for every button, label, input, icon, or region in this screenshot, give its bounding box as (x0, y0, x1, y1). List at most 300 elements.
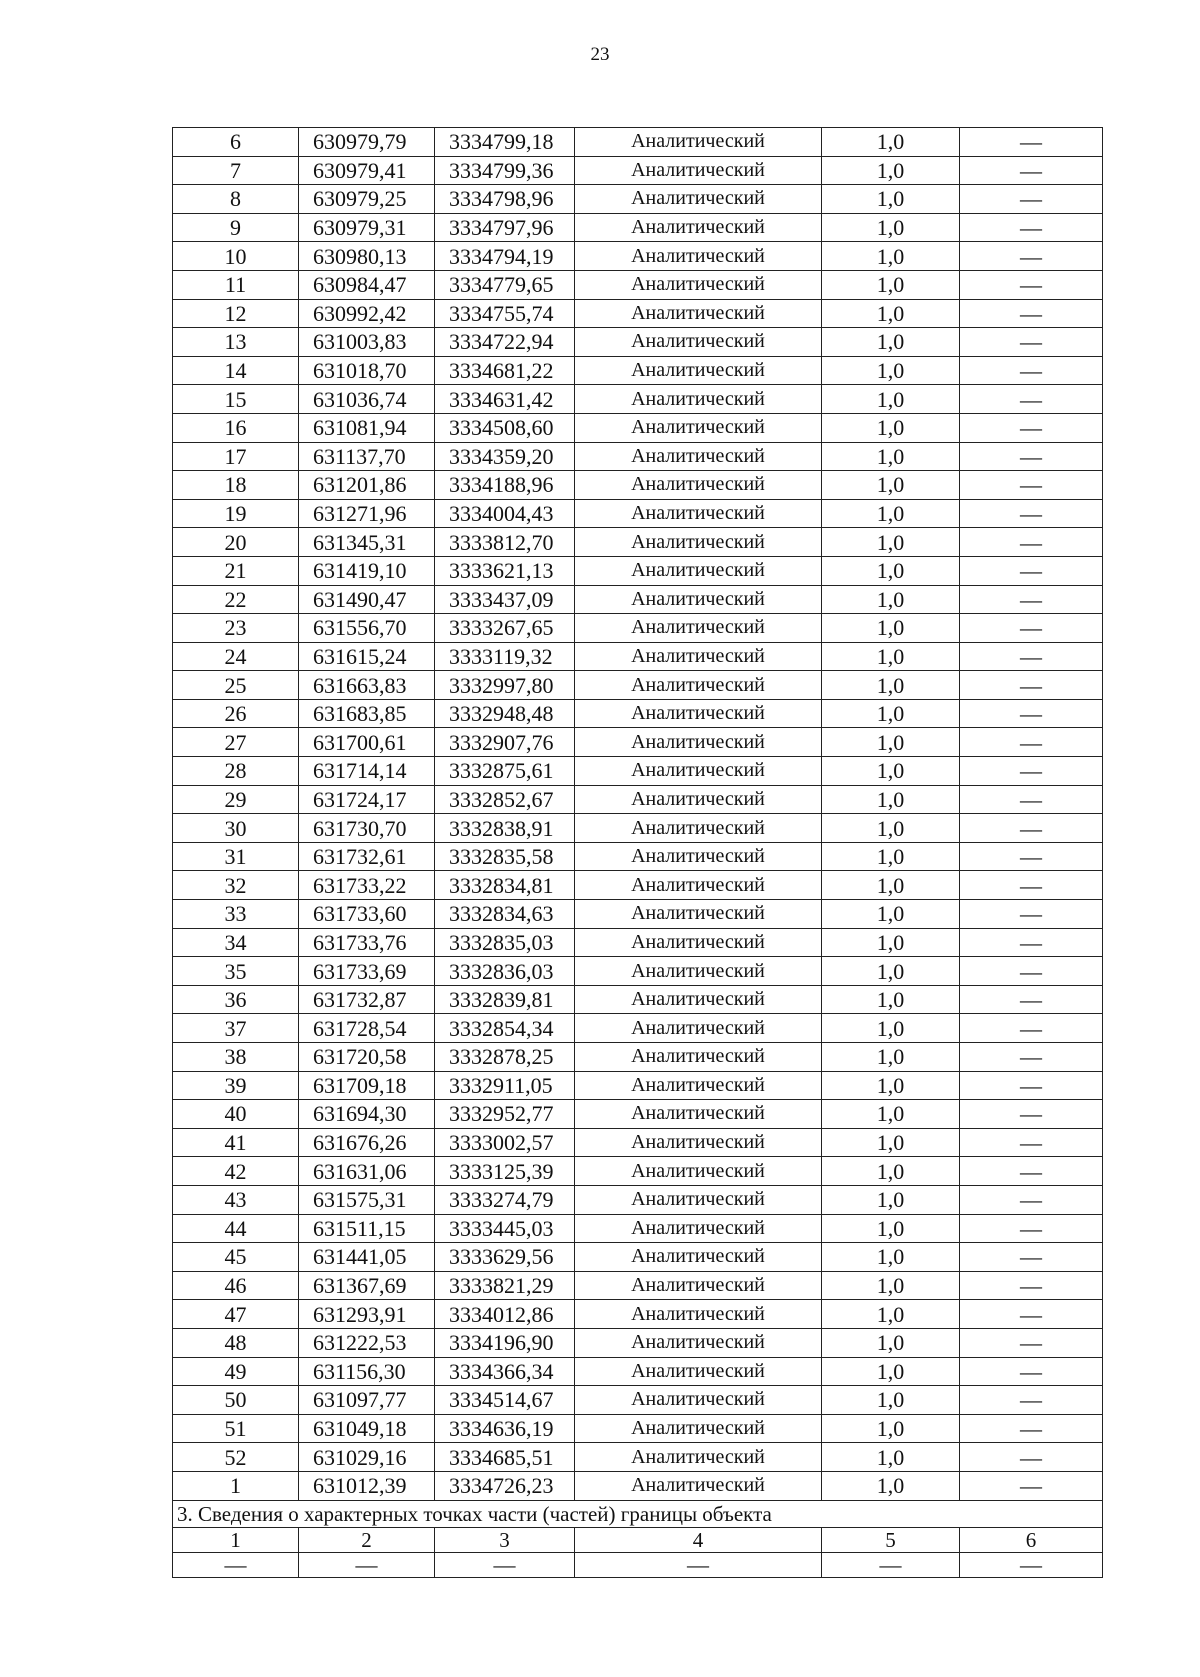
method-cell: Аналитический (575, 1014, 822, 1043)
note-cell: — (960, 128, 1103, 157)
table-row (173, 156, 1103, 185)
point-number-cell: 22 (173, 585, 299, 614)
point-number-cell: 44 (173, 1214, 299, 1243)
y-coordinate-cell: 3334631,42 (435, 385, 575, 414)
method-cell: Аналитический (575, 1100, 822, 1129)
table-row (173, 242, 1103, 271)
section-3-empty-cell: — (173, 1552, 299, 1577)
note-cell: — (960, 900, 1103, 929)
table-row (173, 1243, 1103, 1272)
x-coordinate-cell: 631419,10 (299, 556, 435, 585)
x-coordinate-cell: 631631,06 (299, 1157, 435, 1186)
accuracy-cell: 1,0 (822, 1357, 960, 1386)
method-cell: Аналитический (575, 871, 822, 900)
accuracy-cell: 1,0 (822, 900, 960, 929)
y-coordinate-cell: 3334196,90 (435, 1328, 575, 1357)
note-cell: — (960, 1157, 1103, 1186)
y-coordinate-cell: 3333629,56 (435, 1243, 575, 1272)
y-coordinate-cell: 3333621,13 (435, 556, 575, 585)
note-cell: — (960, 642, 1103, 671)
method-cell: Аналитический (575, 385, 822, 414)
table-row (173, 1128, 1103, 1157)
note-cell: — (960, 728, 1103, 757)
table-row (173, 642, 1103, 671)
accuracy-cell: 1,0 (822, 1214, 960, 1243)
note-cell: — (960, 1100, 1103, 1129)
y-coordinate-cell: 3334798,96 (435, 185, 575, 214)
method-cell: Аналитический (575, 1214, 822, 1243)
table-row (173, 356, 1103, 385)
method-cell: Аналитический (575, 1157, 822, 1186)
accuracy-cell: 1,0 (822, 814, 960, 843)
point-number-cell: 42 (173, 1157, 299, 1186)
y-coordinate-cell: 3334514,67 (435, 1386, 575, 1415)
method-cell: Аналитический (575, 1471, 822, 1500)
x-coordinate-cell: 631049,18 (299, 1414, 435, 1443)
note-cell: — (960, 785, 1103, 814)
note-cell: — (960, 1043, 1103, 1072)
point-number-cell: 37 (173, 1014, 299, 1043)
method-cell: Аналитический (575, 785, 822, 814)
point-number-cell: 41 (173, 1128, 299, 1157)
note-cell: — (960, 928, 1103, 957)
method-cell: Аналитический (575, 928, 822, 957)
x-coordinate-cell: 631271,96 (299, 499, 435, 528)
method-cell: Аналитический (575, 1386, 822, 1415)
point-number-cell: 50 (173, 1386, 299, 1415)
note-cell: — (960, 556, 1103, 585)
y-coordinate-cell: 3334366,34 (435, 1357, 575, 1386)
table-row (173, 814, 1103, 843)
method-cell: Аналитический (575, 1300, 822, 1329)
method-cell: Аналитический (575, 356, 822, 385)
method-cell: Аналитический (575, 499, 822, 528)
note-cell: — (960, 442, 1103, 471)
section-3-empty-cell: — (435, 1552, 575, 1577)
section-3-header-cell: 4 (575, 1527, 822, 1552)
x-coordinate-cell: 631733,69 (299, 957, 435, 986)
table-row (173, 299, 1103, 328)
point-number-cell: 24 (173, 642, 299, 671)
point-number-cell: 35 (173, 957, 299, 986)
x-coordinate-cell: 631714,14 (299, 757, 435, 786)
method-cell: Аналитический (575, 900, 822, 929)
table-row (173, 1271, 1103, 1300)
section-3-header-cell: 6 (960, 1527, 1103, 1552)
method-cell: Аналитический (575, 442, 822, 471)
y-coordinate-cell: 3334755,74 (435, 299, 575, 328)
table-row (173, 928, 1103, 957)
table-row (173, 413, 1103, 442)
y-coordinate-cell: 3332838,91 (435, 814, 575, 843)
method-cell: Аналитический (575, 1328, 822, 1357)
y-coordinate-cell: 3334779,65 (435, 270, 575, 299)
coordinates-table (172, 127, 1103, 1578)
note-cell: — (960, 499, 1103, 528)
method-cell: Аналитический (575, 1443, 822, 1472)
table-row (173, 900, 1103, 929)
point-number-cell: 17 (173, 442, 299, 471)
point-number-cell: 36 (173, 985, 299, 1014)
point-number-cell: 13 (173, 328, 299, 357)
note-cell: — (960, 985, 1103, 1014)
table-row (173, 957, 1103, 986)
point-number-cell: 15 (173, 385, 299, 414)
y-coordinate-cell: 3334722,94 (435, 328, 575, 357)
note-cell: — (960, 842, 1103, 871)
x-coordinate-cell: 630979,41 (299, 156, 435, 185)
point-number-cell: 31 (173, 842, 299, 871)
y-coordinate-cell: 3332836,03 (435, 957, 575, 986)
y-coordinate-cell: 3334012,86 (435, 1300, 575, 1329)
accuracy-cell: 1,0 (822, 585, 960, 614)
method-cell: Аналитический (575, 985, 822, 1014)
x-coordinate-cell: 631732,87 (299, 985, 435, 1014)
note-cell: — (960, 671, 1103, 700)
y-coordinate-cell: 3332907,76 (435, 728, 575, 757)
section-3-row (173, 1500, 1103, 1527)
point-number-cell: 1 (173, 1471, 299, 1500)
y-coordinate-cell: 3333002,57 (435, 1128, 575, 1157)
x-coordinate-cell: 630979,25 (299, 185, 435, 214)
table-row (173, 442, 1103, 471)
y-coordinate-cell: 3332834,63 (435, 900, 575, 929)
note-cell: — (960, 1185, 1103, 1214)
point-number-cell: 18 (173, 471, 299, 500)
x-coordinate-cell: 630979,79 (299, 128, 435, 157)
point-number-cell: 46 (173, 1271, 299, 1300)
point-number-cell: 21 (173, 556, 299, 585)
accuracy-cell: 1,0 (822, 757, 960, 786)
method-cell: Аналитический (575, 671, 822, 700)
point-number-cell: 26 (173, 699, 299, 728)
section-3-header-cell: 5 (822, 1527, 960, 1552)
accuracy-cell: 1,0 (822, 556, 960, 585)
x-coordinate-cell: 631367,69 (299, 1271, 435, 1300)
note-cell: — (960, 1300, 1103, 1329)
section-3-empty-cell: — (299, 1552, 435, 1577)
method-cell: Аналитический (575, 156, 822, 185)
x-coordinate-cell: 631733,76 (299, 928, 435, 957)
x-coordinate-cell: 631201,86 (299, 471, 435, 500)
table-row (173, 1414, 1103, 1443)
method-cell: Аналитический (575, 128, 822, 157)
y-coordinate-cell: 3334188,96 (435, 471, 575, 500)
method-cell: Аналитический (575, 1243, 822, 1272)
note-cell: — (960, 1128, 1103, 1157)
method-cell: Аналитический (575, 299, 822, 328)
table-row (173, 585, 1103, 614)
table-row (173, 614, 1103, 643)
note-cell: — (960, 185, 1103, 214)
x-coordinate-cell: 631663,83 (299, 671, 435, 700)
table-row (173, 1328, 1103, 1357)
y-coordinate-cell: 3332948,48 (435, 699, 575, 728)
accuracy-cell: 1,0 (822, 871, 960, 900)
x-coordinate-cell: 631694,30 (299, 1100, 435, 1129)
accuracy-cell: 1,0 (822, 1243, 960, 1272)
note-cell: — (960, 1328, 1103, 1357)
point-number-cell: 11 (173, 270, 299, 299)
y-coordinate-cell: 3334636,19 (435, 1414, 575, 1443)
accuracy-cell: 1,0 (822, 1443, 960, 1472)
note-cell: — (960, 757, 1103, 786)
point-number-cell: 25 (173, 671, 299, 700)
method-cell: Аналитический (575, 1271, 822, 1300)
accuracy-cell: 1,0 (822, 413, 960, 442)
note-cell: — (960, 1386, 1103, 1415)
y-coordinate-cell: 3333125,39 (435, 1157, 575, 1186)
x-coordinate-cell: 630980,13 (299, 242, 435, 271)
method-cell: Аналитический (575, 1357, 822, 1386)
x-coordinate-cell: 630984,47 (299, 270, 435, 299)
note-cell: — (960, 1357, 1103, 1386)
section-3-title: 3. Сведения о характерных точках части (частей) границы объекта (173, 1500, 1103, 1527)
point-number-cell: 27 (173, 728, 299, 757)
accuracy-cell: 1,0 (822, 1185, 960, 1214)
section-3-empty-cell: — (960, 1552, 1103, 1577)
table-row (173, 1043, 1103, 1072)
x-coordinate-cell: 631730,70 (299, 814, 435, 843)
y-coordinate-cell: 3332878,25 (435, 1043, 575, 1072)
point-number-cell: 19 (173, 499, 299, 528)
accuracy-cell: 1,0 (822, 1300, 960, 1329)
accuracy-cell: 1,0 (822, 1328, 960, 1357)
method-cell: Аналитический (575, 413, 822, 442)
accuracy-cell: 1,0 (822, 928, 960, 957)
note-cell: — (960, 299, 1103, 328)
note-cell: — (960, 356, 1103, 385)
note-cell: — (960, 242, 1103, 271)
note-cell: — (960, 814, 1103, 843)
method-cell: Аналитический (575, 471, 822, 500)
method-cell: Аналитический (575, 185, 822, 214)
method-cell: Аналитический (575, 1128, 822, 1157)
method-cell: Аналитический (575, 1185, 822, 1214)
x-coordinate-cell: 631511,15 (299, 1214, 435, 1243)
table-row (173, 270, 1103, 299)
accuracy-cell: 1,0 (822, 1471, 960, 1500)
x-coordinate-cell: 631700,61 (299, 728, 435, 757)
point-number-cell: 16 (173, 413, 299, 442)
y-coordinate-cell: 3332997,80 (435, 671, 575, 700)
point-number-cell: 30 (173, 814, 299, 843)
table-row (173, 185, 1103, 214)
x-coordinate-cell: 631293,91 (299, 1300, 435, 1329)
note-cell: — (960, 871, 1103, 900)
point-number-cell: 6 (173, 128, 299, 157)
accuracy-cell: 1,0 (822, 471, 960, 500)
accuracy-cell: 1,0 (822, 1100, 960, 1129)
accuracy-cell: 1,0 (822, 1386, 960, 1415)
table-row (173, 757, 1103, 786)
table-row (173, 556, 1103, 585)
note-cell: — (960, 614, 1103, 643)
note-cell: — (960, 413, 1103, 442)
accuracy-cell: 1,0 (822, 728, 960, 757)
y-coordinate-cell: 3332911,05 (435, 1071, 575, 1100)
note-cell: — (960, 528, 1103, 557)
accuracy-cell: 1,0 (822, 642, 960, 671)
accuracy-cell: 1,0 (822, 985, 960, 1014)
note-cell: — (960, 270, 1103, 299)
method-cell: Аналитический (575, 957, 822, 986)
y-coordinate-cell: 3334799,36 (435, 156, 575, 185)
y-coordinate-cell: 3334685,51 (435, 1443, 575, 1472)
x-coordinate-cell: 631441,05 (299, 1243, 435, 1272)
point-number-cell: 43 (173, 1185, 299, 1214)
x-coordinate-cell: 631732,61 (299, 842, 435, 871)
point-number-cell: 45 (173, 1243, 299, 1272)
y-coordinate-cell: 3333267,65 (435, 614, 575, 643)
table-row (173, 728, 1103, 757)
x-coordinate-cell: 631683,85 (299, 699, 435, 728)
y-coordinate-cell: 3334004,43 (435, 499, 575, 528)
accuracy-cell: 1,0 (822, 499, 960, 528)
table-row (173, 671, 1103, 700)
table-row (173, 1357, 1103, 1386)
accuracy-cell: 1,0 (822, 213, 960, 242)
method-cell: Аналитический (575, 585, 822, 614)
point-number-cell: 32 (173, 871, 299, 900)
x-coordinate-cell: 631345,31 (299, 528, 435, 557)
accuracy-cell: 1,0 (822, 785, 960, 814)
accuracy-cell: 1,0 (822, 1071, 960, 1100)
y-coordinate-cell: 3333821,29 (435, 1271, 575, 1300)
note-cell: — (960, 1443, 1103, 1472)
table-row (173, 1214, 1103, 1243)
method-cell: Аналитический (575, 1414, 822, 1443)
accuracy-cell: 1,0 (822, 385, 960, 414)
y-coordinate-cell: 3332854,34 (435, 1014, 575, 1043)
y-coordinate-cell: 3334681,22 (435, 356, 575, 385)
y-coordinate-cell: 3332875,61 (435, 757, 575, 786)
note-cell: — (960, 213, 1103, 242)
accuracy-cell: 1,0 (822, 270, 960, 299)
accuracy-cell: 1,0 (822, 957, 960, 986)
method-cell: Аналитический (575, 614, 822, 643)
method-cell: Аналитический (575, 528, 822, 557)
accuracy-cell: 1,0 (822, 699, 960, 728)
point-number-cell: 8 (173, 185, 299, 214)
y-coordinate-cell: 3333274,79 (435, 1185, 575, 1214)
y-coordinate-cell: 3333445,03 (435, 1214, 575, 1243)
method-cell: Аналитический (575, 699, 822, 728)
y-coordinate-cell: 3334799,18 (435, 128, 575, 157)
accuracy-cell: 1,0 (822, 671, 960, 700)
point-number-cell: 47 (173, 1300, 299, 1329)
x-coordinate-cell: 631733,60 (299, 900, 435, 929)
accuracy-cell: 1,0 (822, 156, 960, 185)
y-coordinate-cell: 3333437,09 (435, 585, 575, 614)
note-cell: — (960, 1471, 1103, 1500)
note-cell: — (960, 957, 1103, 986)
note-cell: — (960, 699, 1103, 728)
x-coordinate-cell: 631003,83 (299, 328, 435, 357)
note-cell: — (960, 328, 1103, 357)
y-coordinate-cell: 3332952,77 (435, 1100, 575, 1129)
accuracy-cell: 1,0 (822, 128, 960, 157)
x-coordinate-cell: 631733,22 (299, 871, 435, 900)
accuracy-cell: 1,0 (822, 1157, 960, 1186)
x-coordinate-cell: 630979,31 (299, 213, 435, 242)
point-number-cell: 51 (173, 1414, 299, 1443)
x-coordinate-cell: 631575,31 (299, 1185, 435, 1214)
x-coordinate-cell: 631137,70 (299, 442, 435, 471)
method-cell: Аналитический (575, 213, 822, 242)
table-row (173, 528, 1103, 557)
point-number-cell: 34 (173, 928, 299, 957)
note-cell: — (960, 1243, 1103, 1272)
method-cell: Аналитический (575, 1071, 822, 1100)
x-coordinate-cell: 631724,17 (299, 785, 435, 814)
accuracy-cell: 1,0 (822, 1271, 960, 1300)
x-coordinate-cell: 631222,53 (299, 1328, 435, 1357)
section-3-empty-row (173, 1552, 1103, 1577)
point-number-cell: 12 (173, 299, 299, 328)
x-coordinate-cell: 631081,94 (299, 413, 435, 442)
table-row (173, 1386, 1103, 1415)
accuracy-cell: 1,0 (822, 1043, 960, 1072)
point-number-cell: 10 (173, 242, 299, 271)
accuracy-cell: 1,0 (822, 185, 960, 214)
y-coordinate-cell: 3333119,32 (435, 642, 575, 671)
point-number-cell: 48 (173, 1328, 299, 1357)
section-3-header-row (173, 1527, 1103, 1552)
y-coordinate-cell: 3334359,20 (435, 442, 575, 471)
section-3-header-cell: 1 (173, 1527, 299, 1552)
table-row (173, 871, 1103, 900)
note-cell: — (960, 156, 1103, 185)
table-row (173, 385, 1103, 414)
point-number-cell: 9 (173, 213, 299, 242)
section-3-empty-cell: — (575, 1552, 822, 1577)
method-cell: Аналитический (575, 1043, 822, 1072)
point-number-cell: 14 (173, 356, 299, 385)
section-3-header-cell: 2 (299, 1527, 435, 1552)
x-coordinate-cell: 631036,74 (299, 385, 435, 414)
y-coordinate-cell: 3332835,03 (435, 928, 575, 957)
table-row (173, 328, 1103, 357)
y-coordinate-cell: 3332852,67 (435, 785, 575, 814)
table-row (173, 1300, 1103, 1329)
x-coordinate-cell: 631728,54 (299, 1014, 435, 1043)
y-coordinate-cell: 3332834,81 (435, 871, 575, 900)
x-coordinate-cell: 631676,26 (299, 1128, 435, 1157)
table-row (173, 499, 1103, 528)
point-number-cell: 28 (173, 757, 299, 786)
accuracy-cell: 1,0 (822, 614, 960, 643)
accuracy-cell: 1,0 (822, 356, 960, 385)
accuracy-cell: 1,0 (822, 842, 960, 871)
accuracy-cell: 1,0 (822, 1014, 960, 1043)
table-row (173, 1471, 1103, 1500)
table-row (173, 699, 1103, 728)
method-cell: Аналитический (575, 556, 822, 585)
table-row (173, 1014, 1103, 1043)
point-number-cell: 33 (173, 900, 299, 929)
section-3-header-cell: 3 (435, 1527, 575, 1552)
point-number-cell: 7 (173, 156, 299, 185)
accuracy-cell: 1,0 (822, 442, 960, 471)
point-number-cell: 52 (173, 1443, 299, 1472)
x-coordinate-cell: 631709,18 (299, 1071, 435, 1100)
method-cell: Аналитический (575, 642, 822, 671)
table-row (173, 471, 1103, 500)
y-coordinate-cell: 3332835,58 (435, 842, 575, 871)
table-row (173, 213, 1103, 242)
method-cell: Аналитический (575, 814, 822, 843)
